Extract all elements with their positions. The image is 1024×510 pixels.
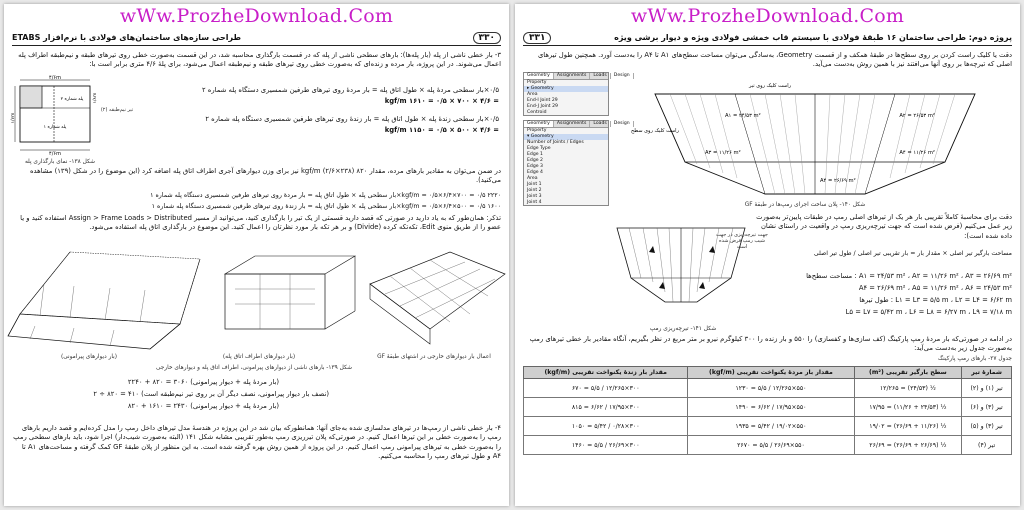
dim-side-label: ۱/۷m — [11, 112, 16, 124]
beam-prop-row[interactable]: ▸ Geometry — [524, 86, 608, 92]
table-cell: ۳۰۰×۲۶/۶۹ / ۵/۵ = ۱۴۶۰ — [524, 436, 688, 455]
area-panel-tabs — [524, 121, 630, 128]
watermark-left: wWw.ProzheDownload.Com — [119, 5, 394, 27]
table-cell: ½ (۱۱/۲۶ + ۲۶/۶۹) = ۱۹/۰۲ — [854, 417, 962, 436]
ramp-beam — [865, 94, 895, 194]
right-header-title: پروژه دوم: طراحی ساختمان ۱۶ طبقهٔ فولادی با سیستم قاب خمشی فولادی ویژه و دیوار برشی ویژه — [614, 33, 1012, 42]
formula-dead-stair2-b: = ۴/۶ × ۷۰۰ × ۰/۵ = ۱۶۱۰ kgf/m — [384, 97, 499, 105]
left-header-title: طراحی سازه‌های ساختمان‌های فولادی با نرم‌افزار ETABS — [12, 33, 242, 42]
formula-live-stair1: ۱۶۰۰ kgf/m = ۰/۵×۶/۴×۵۰۰ = ۰/۵×بار سطحی پله × طول اتاق پله = بار زندهٔ روی تیرهای طرفین شمسیری دستگاه پله شماره ۱ — [151, 203, 501, 210]
formula-dead-stair1: ۲۲۲۰ kgf/m = ۰/۵×۶/۴×۷۰۰ = ۰/۵×بار سطحی پله × طول اتاق پله = بار مردهٔ روی تیرهای طرفین شمسیری دستگاه پله شماره ۱ — [150, 192, 501, 199]
stair-beam-note: تیر نیم‌طبقه (۲) — [100, 107, 134, 113]
area-prop-row[interactable]: ▾ Geometry — [524, 134, 608, 140]
right-page — [515, 4, 1020, 506]
ramp-load-formula: مساحت بارگیر تیر اصلی × مقدار بار = بار تقریبی تیر اصلی / طول تیر اصلی — [813, 250, 1012, 257]
tab-loads[interactable]: Loads — [590, 121, 610, 127]
stair-part2-label: پله شماره ۲ — [60, 97, 84, 102]
area-label-a2: A۲ = ۲۶/۵۳ m² — [899, 113, 935, 119]
wall-load-line-3: (بار مردهٔ پله + دیوار پیرامونی) ۲۴۳۰ = ۱۶۱۰ + ۸۲۰ — [127, 402, 279, 410]
table-caption: جدول ۲۷- بارهای رمپ پارکینگ — [937, 356, 1012, 362]
beam-prop-row: Property — [527, 80, 547, 85]
table-header: سطح بارگیر تقریبی (m²) — [854, 367, 962, 379]
area-prop-row: Edge 3 — [527, 164, 543, 169]
table-cell: تیر (۳) و (۵) — [962, 417, 1012, 436]
tab-geometry[interactable]: Geometry — [524, 73, 554, 79]
area-prop-row: Edge 4 — [527, 170, 543, 175]
left-page-header — [12, 30, 501, 46]
left-page-number: ۳۳۰ — [473, 32, 501, 44]
area-prop-row: Joint 4 — [527, 200, 542, 205]
table-cell: ½ (۲۴/۵۳ + ۱۱/۲۶) = ۱۷/۹۵ — [854, 398, 962, 417]
area-label-a5: A۴ = ۲۶/۶۹ m² — [820, 178, 856, 184]
area-prop-row: Edge Type — [527, 146, 551, 151]
beam-prop-row: End-J Joint 29 — [527, 104, 558, 109]
area-label-a4: A۴ = ۱۱/۲۶ m² — [899, 150, 935, 156]
area-property-panel[interactable] — [523, 120, 630, 206]
tab-design[interactable]: Design — [611, 73, 634, 79]
wall-loads-figure — [10, 244, 505, 359]
beam-prop-row: Centroid — [527, 110, 547, 115]
area-prop-row: Property — [527, 128, 547, 133]
fig140-caption: شکل ۱۴۰- پلان ساخت اجرای رمپ‌ها در طبقهٔ GF — [744, 202, 866, 208]
ramp-method-paragraph: دقت برای محاسبهٔ کاملاً تقریبی بار هر یک از تیرهای اصلی رمپ در طبقات پایین‌تر به‌صورت زیر عمل می‌کنیم (فرض شده است که جهت تیرچه‌ریزی رمپ در واقعیت در راستای نشان داده شده است): — [756, 213, 1012, 240]
ramp-area-values-1: A۱ = ۲۴/۵۳ m² ، A۲ = ۱۱/۲۶ m² ، A۳ = ۲۶/۶۹ m² : مساحت سطح‌ها — [806, 272, 1012, 280]
fig141-caption: شکل ۱۴۱- تیرچه‌ریزی رمپ — [649, 326, 717, 332]
table-cell: تیر (۱) و (۲) — [962, 379, 1012, 398]
beam-property-panel[interactable] — [523, 72, 630, 116]
area-prop-row: Area — [527, 176, 538, 181]
area-prop-row: Joint 2 — [527, 188, 542, 193]
area-prop-row: Edge 1 — [527, 152, 543, 157]
note-right-click-beam: راست کلیک روی تیر — [748, 83, 792, 89]
tab-assignments[interactable]: Assignments — [554, 121, 590, 127]
left-page — [4, 4, 509, 506]
ramp-length-values-2: L۵ = L۷ = ۵/۴۲ m ، L۶ = L۸ = ۶/۲۷ m ، L۹ = ۷/۱۸ m — [845, 308, 1012, 316]
ramp-joists — [670, 94, 955, 194]
area-prop-row: Number of Joints / Edges — [527, 140, 584, 145]
table-cell: تیر (۴) — [962, 436, 1012, 455]
wall-weight-paragraph: در ضمن می‌توان به مقادیر بارهای مرده، مقدار ۸۲۰ kgf/m (۲/۶×۲۳۸) نیز برای وزن دیوارهای آجری اطراف اتاق پله اضافه کرد (این موضوع را در شکل (۱۳۹) مشاهده می‌کنید). — [29, 167, 501, 185]
beam-panel-tabs — [524, 73, 630, 80]
formula-dead-stair2-a: ۰/۵×بار سطحی مردهٔ پله × طول اتاق پله = بار مردهٔ روی تیرهای طرفین شمسیری دستگاه پله شماره ۲ — [201, 86, 499, 94]
ramp-beam — [945, 94, 975, 162]
beam-prop-row: End-I Joint 29 — [527, 98, 558, 103]
table-row — [524, 398, 1012, 417]
stair-plan-figure — [10, 74, 102, 156]
tab-design[interactable]: Design — [611, 121, 634, 127]
assign-note-paragraph: تذکر: همان‌طور که به یاد دارید در صورتی که قصد دارید قسمتی از یک تیر را بارگذاری کنید، می‌توانید از مسیر Assign > Frame Loads > Distributed استفاده کنید و یا عضو را از طریق منوی Edit، تکه‌تکه کرده (Divide) و بر هر تکه بار مورد نظرتان را اعمال کنید. این موضوع در بارگذاری اتاق پله استفاده می‌شود. — [20, 214, 501, 232]
section3-paragraph: ۳- بار خطی ناشی از پله (بار پله‌ها): بارهای سطحی ناشی از پله که در قسمت بارگذاری محاسبه شد، در این قسمت به‌صورت خطی روی تیرهای طبقه و نیم‌طبقه اطراف پله اعمال می‌شوند. در این پروژه، بار مرده و زنده‌ای که به‌صورت خطی روی تیرهای طبقه و نیم‌طبقه اعمال می‌شود، برای پلهٔ ۴/۶ متری برابر است با: — [18, 51, 501, 69]
stair-part1-label: پله شماره ۱ — [43, 125, 67, 130]
external-walls-frame — [370, 252, 505, 344]
formula-live-stair2-a: ۰/۵×بار سطحی زندهٔ پله × طول اتاق پله = بار زندهٔ روی تیرهای طرفین شمسیری دستگاه پله شماره ۲ — [205, 115, 499, 123]
area-prop-row: Edge 2 — [527, 158, 543, 163]
fig139-caption-stair-room: (بار دیوارهای اطراف اتاق پله) — [222, 354, 296, 360]
section4-paragraph: ۴- بار خطی ناشی از رمپ‌ها در تیرهای مدلسازی شده به‌جای آنها: همانطورکه بیان شد در این پروژه در هندسهٔ مدل تیرهای داخل رمپ را مدل کرده‌ایم و قصد داریم بارهای رمپ را به‌صورت خطی بر این تیرها اعمال کنیم. در صورتی‌که پلان تیرریزی رمپ به‌طور تقریبی مشابه شکل ۱۴۱ (البته به‌صورت شیب‌دار) اجرا شود، باید بارهای سطحی رمپ را به‌صورت خطی به تیرهای پیرامونی رمپ اعمال کنیم. در این پروژه از همین روش بهره گرفته شده است. به این منظور از پلان طبقهٔ GF کمک گرفته و مساحت‌های A۱ تا A۴ و طول تیرهای رمپ را محاسبه می‌کنیم. — [13, 424, 501, 461]
table-cell: ½ (۲۴/۵۳) = ۱۲/۲۶۵ — [854, 379, 962, 398]
ramp-area-values-2: A۴ = ۲۶/۶۹ m² ، A۵ = ۱۱/۲۶ m² ، A۶ = ۲۴/۵۳ m² — [858, 284, 1012, 292]
area-label-a1: A۱ = ۲۴/۵۳ m² — [725, 113, 761, 119]
area-prop-row: Joint 3 — [527, 194, 542, 199]
watermark-right: wWw.ProzheDownload.Com — [630, 5, 905, 27]
ramp-arrow-markers — [649, 246, 715, 289]
ramp-plan-figure — [615, 72, 1015, 200]
table-header: شمارهٔ تیر — [962, 367, 1012, 379]
dim-top-label: ۴/۶m — [49, 75, 61, 81]
tab-assignments[interactable]: Assignments — [554, 73, 590, 79]
stair-room-walls-frame — [225, 256, 355, 329]
fig139-caption-external: اعمال بار دیوارهای خارجی در اشتهای طبقهٔ GF — [377, 354, 491, 360]
peripheral-walls-frame — [8, 252, 200, 349]
tab-loads[interactable]: Loads — [590, 73, 610, 79]
fig141-note: جهت تیرچه‌ریزی در جهت شیب رمپ فرض شده است — [716, 232, 768, 250]
table-row — [524, 417, 1012, 436]
table-row — [524, 379, 1012, 398]
table-cell: ۵۵۰×۱۷/۹۵ / ۶/۶۲ = ۱۴۹۰ — [688, 398, 854, 417]
dim-side2-label: ۱/۸m — [93, 92, 98, 104]
table-header-row — [524, 367, 1012, 379]
area-prop-row: Joint 1 — [527, 182, 542, 187]
beam-prop-row: Area — [527, 92, 538, 97]
fig139-caption-peripheral: (بار دیوارهای پیرامونی) — [60, 354, 118, 360]
ramp-loads-paragraph: در ادامه در صورتی‌که بار مردهٔ رمپ پارکینگ (کف سازی‌ها و کفسازی) را ۵۵۰ و بار زنده را ۳۰۰ کیلوگرم نیرو بر متر مربع در نظر بگیریم، آنگاه مقادیر بار خطی تیرهای رمپ به‌صورت جدول زیر به‌دست می‌آید: — [529, 335, 1012, 353]
table-cell: ½ (۲۶/۶۹ + ۲۶/۶۹) = ۲۶/۶۹ — [854, 436, 962, 455]
right-page-header — [523, 30, 1012, 46]
geometry-intro-paragraph: دقت یا کلیک راست کردن بر روی سطح‌ها در طبقهٔ همکف و از قسمت Geometry، به‌سادگی می‌توان مساحت سطح‌های A۱ تا A۴ را به‌دست آورد. همچنین طول تیرهای اصلی که تیرچه‌ها بر روی آنها می‌افتند نیز با همین روش به‌دست می‌آید. — [537, 51, 1012, 69]
table-header: مقدار بار زندهٔ یکنواخت تقریبی (kgf/m) — [524, 367, 688, 379]
formula-live-stair2-b: = ۴/۶ × ۵۰۰ × ۰/۵ = ۱۱۵۰ kgf/m — [384, 126, 499, 134]
table-cell: ۵۵۰×۱۹/۰۲ / ۵/۴۲ = ۱۹۳۵ — [688, 417, 854, 436]
wall-load-line-2: (نصف بار دیوار پیرامونی، نصف دیگر آن بر روی تیر نیم‌طبقه است) ۴۱۰ = ۸۲۰ ÷ ۲ — [93, 390, 329, 398]
table-cell: ۵۵۰×۱۲/۲۶۵ / ۵/۵ = ۱۲۳۰ — [688, 379, 854, 398]
fig139-caption: شکل ۱۳۹- بارهای ناشی از دیوارهای پیرامونی، اطراف اتاق پله و دیوارهای خارجی — [155, 365, 353, 371]
tab-geometry[interactable]: Geometry — [524, 121, 554, 127]
ramp-length-values-1: L۱ = L۳ = ۵/۵ m ، L۲ = L۴ = ۶/۶۲ m : طول تیرها — [859, 296, 1012, 304]
ramp-beam — [735, 94, 765, 194]
stair-landing — [20, 86, 42, 108]
table-cell: ۳۰۰×۱۲/۲۶۵ / ۵/۵ = ۶۷۰ — [524, 379, 688, 398]
table-header: مقدار بار مردهٔ یکنواخت تقریبی (kgf/m) — [688, 367, 854, 379]
dim-bottom-label: ۴/۶m — [49, 151, 61, 157]
table-cell: ۵۵۰×۲۶/۶۹ / ۵/۵ = ۲۶۷۰ — [688, 436, 854, 455]
area-label-a3: A۳ = ۱۱/۲۶ m² — [705, 150, 741, 156]
table-cell: ۳۰۰×۰/۲۸ / ۵/۴۲ = ۱۰۵۰ — [524, 417, 688, 436]
table-cell: ۳۰۰×۱۷/۹۵ / ۶/۶۲ = ۸۱۵ — [524, 398, 688, 417]
table-row — [524, 436, 1012, 455]
table-cell: تیر (۳) و (۶) — [962, 398, 1012, 417]
ramp-loads-table — [523, 366, 1012, 455]
note-right-click-area: راست کلیک روی سطح — [631, 128, 679, 134]
right-page-number: ۳۳۱ — [523, 32, 551, 44]
fig138-caption: شکل ۱۳۸- نمای بارگذاری پله — [24, 159, 96, 165]
wall-load-line-1: (بار مردهٔ پله + دیوار پیرامونی) ۳۰۶۰ = ۸۲۰ + ۲۲۴۰ — [127, 378, 279, 386]
